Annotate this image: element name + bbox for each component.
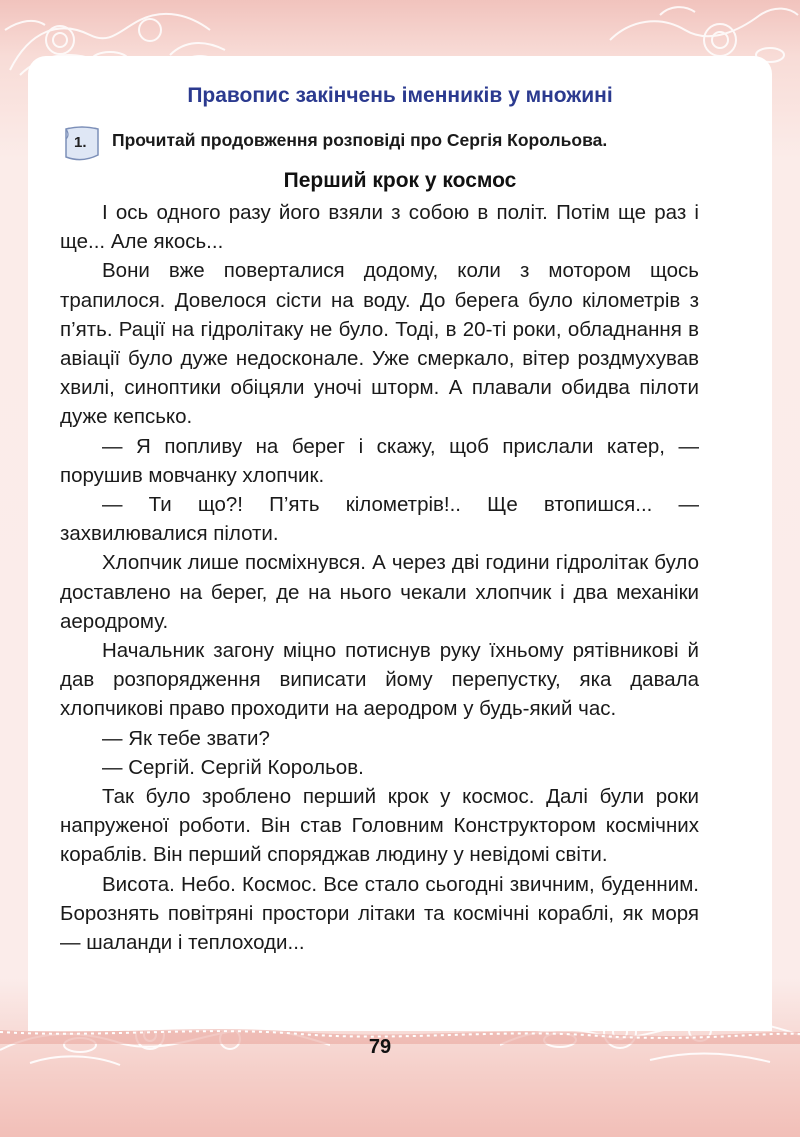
story-paragraph: — Ти що?! П’ять кілометрів!.. Ще втопишся... — захвилювалися пілоти. xyxy=(60,493,699,546)
story-paragraph: — Як тебе звати? xyxy=(102,726,270,750)
task-number-badge xyxy=(62,125,100,161)
story-paragraph: Хлопчик лише посміхнувся. А через дві години гідролітак було доставлено на берег, де на нього чекали хлопчик і два механіки аеродрому. xyxy=(60,551,699,633)
story-paragraph: Висота. Небо. Космос. Все стало сьогодні звичним, буденним. Борознять повітряні простори літаки та космічні кораблі, як моря — шаланди і теплоходи... xyxy=(60,872,699,955)
section-title: Правопис закінчень іменників у множині xyxy=(187,84,613,107)
story-paragraph: — Я попливу на берег і скажу, щоб прислали катер, — порушив мовчанку хлопчик. xyxy=(60,434,699,487)
story-paragraph: Так було зроблено перший крок у космос. Далі були роки напруженої роботи. Він став Головним Конструктором космічних кораблів. Він перший споряджав людину у невідомі світи. xyxy=(60,785,699,867)
story-text xyxy=(60,198,699,957)
story-paragraph: Начальник загону міцно потиснув руку їхньому рятівникові й дав розпорядження виписати йому перепустку, яка давала хлопчикові право проходити на аеродром у будь-який час. xyxy=(60,639,699,721)
story-paragraph: Вони вже поверталися додому, коли з мотором щось трапилося. Довелося сісти на воду. До берега було кілометрів з п’ять. Рації на гідролітаку не було. Тоді, в 20-ті роки, обладнання в авіації було дуже недосконале. Уже смеркало, вітер роздмухував хвилі, синоптики обіцяли уночі шторм. А плавали обидва пілоти дуже кепсько. xyxy=(60,259,699,429)
story-paragraph: І ось одного разу його взяли з собою в політ. Потім ще раз і ще... Але якось... xyxy=(60,201,699,254)
page-number: 79 xyxy=(368,1036,392,1058)
task-instruction: Прочитай продовження розповіді про Сергія Корольова. xyxy=(112,130,608,150)
task-number: 1. xyxy=(74,134,87,151)
story-title: Перший крок у космос xyxy=(283,169,517,192)
story-paragraph: — Сергій. Сергій Корольов. xyxy=(102,755,364,779)
